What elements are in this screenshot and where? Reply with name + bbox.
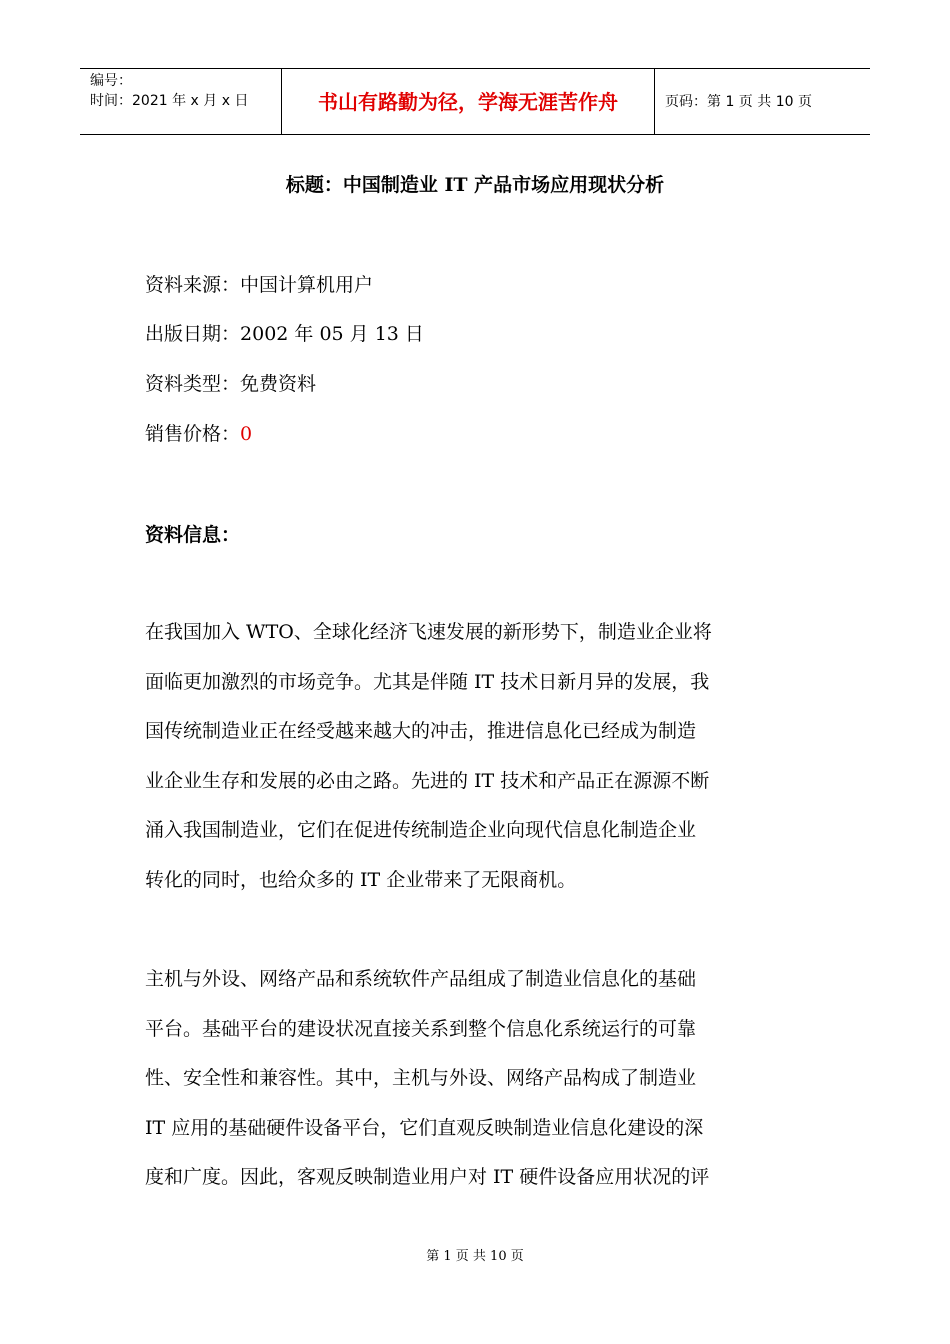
meta-price-value: 0 (240, 423, 253, 445)
meta-date-value: 2002 年 05 月 13 日 (240, 323, 424, 345)
paragraph-line: 涌入我国制造业，它们在促进传统制造企业向现代信息化制造企业 (145, 819, 697, 842)
header-motto: 书山有路勤为径，学海无涯苦作舟 (281, 69, 655, 134)
paragraph-1 (145, 608, 810, 906)
paragraph-line: IT 应用的基础硬件设备平台，它们直观反映制造业信息化建设的深 (145, 1116, 704, 1139)
meta-source (145, 271, 373, 299)
meta-type-label: 资料类型： (145, 373, 241, 395)
meta-type-value: 免费资料 (240, 373, 317, 395)
page-footer: 第 1 页 共 10 页 (426, 1249, 524, 1264)
paragraph-line: 转化的同时，也给众多的 IT 企业带来了无限商机。 (145, 868, 577, 891)
meta-source-label: 资料来源： (145, 274, 241, 296)
meta-price (145, 420, 252, 448)
meta-price-label: 销售价格： (145, 423, 241, 445)
document-date: 时间：2021 年 x 月 x 日 (90, 93, 249, 109)
header-left-cell (80, 69, 281, 134)
document-header (80, 68, 870, 135)
meta-type (145, 370, 316, 398)
paragraph-line: 业企业生存和发展的必由之路。先进的 IT 技术和产品正在源源不断 (145, 769, 710, 792)
paragraph-line: 在我国加入 WTO、全球化经济飞速发展的新形势下，制造业企业将 (145, 621, 712, 643)
header-page-info: 页码：第 1 页 共 10 页 (665, 94, 812, 110)
document-code-label: 编号： (90, 73, 132, 89)
paragraph-line: 主机与外设、网络产品和系统软件产品组成了制造业信息化的基础 (145, 968, 697, 990)
paragraph-2 (145, 955, 810, 1203)
meta-source-value: 中国计算机用户 (240, 274, 374, 296)
section-heading: 资料信息： (145, 524, 241, 546)
paragraph-line: 性、安全性和兼容性。其中，主机与外设、网络产品构成了制造业 (145, 1067, 697, 1090)
document-title: 标题：中国制造业 IT 产品市场应用现状分析 (285, 174, 665, 196)
paragraph-line: 度和广度。因此，客观反映制造业用户对 IT 硬件设备应用状况的评 (145, 1166, 710, 1189)
meta-date-label: 出版日期： (145, 323, 241, 345)
paragraph-line: 平台。基础平台的建设状况直接关系到整个信息化系统运行的可靠 (145, 1017, 697, 1040)
meta-date (145, 320, 424, 348)
paragraph-line: 面临更加激烈的市场竞争。尤其是伴随 IT 技术日新月异的发展，我 (145, 670, 710, 693)
paragraph-line: 国传统制造业正在经受越来越大的冲击，推进信息化已经成为制造 (145, 720, 697, 743)
